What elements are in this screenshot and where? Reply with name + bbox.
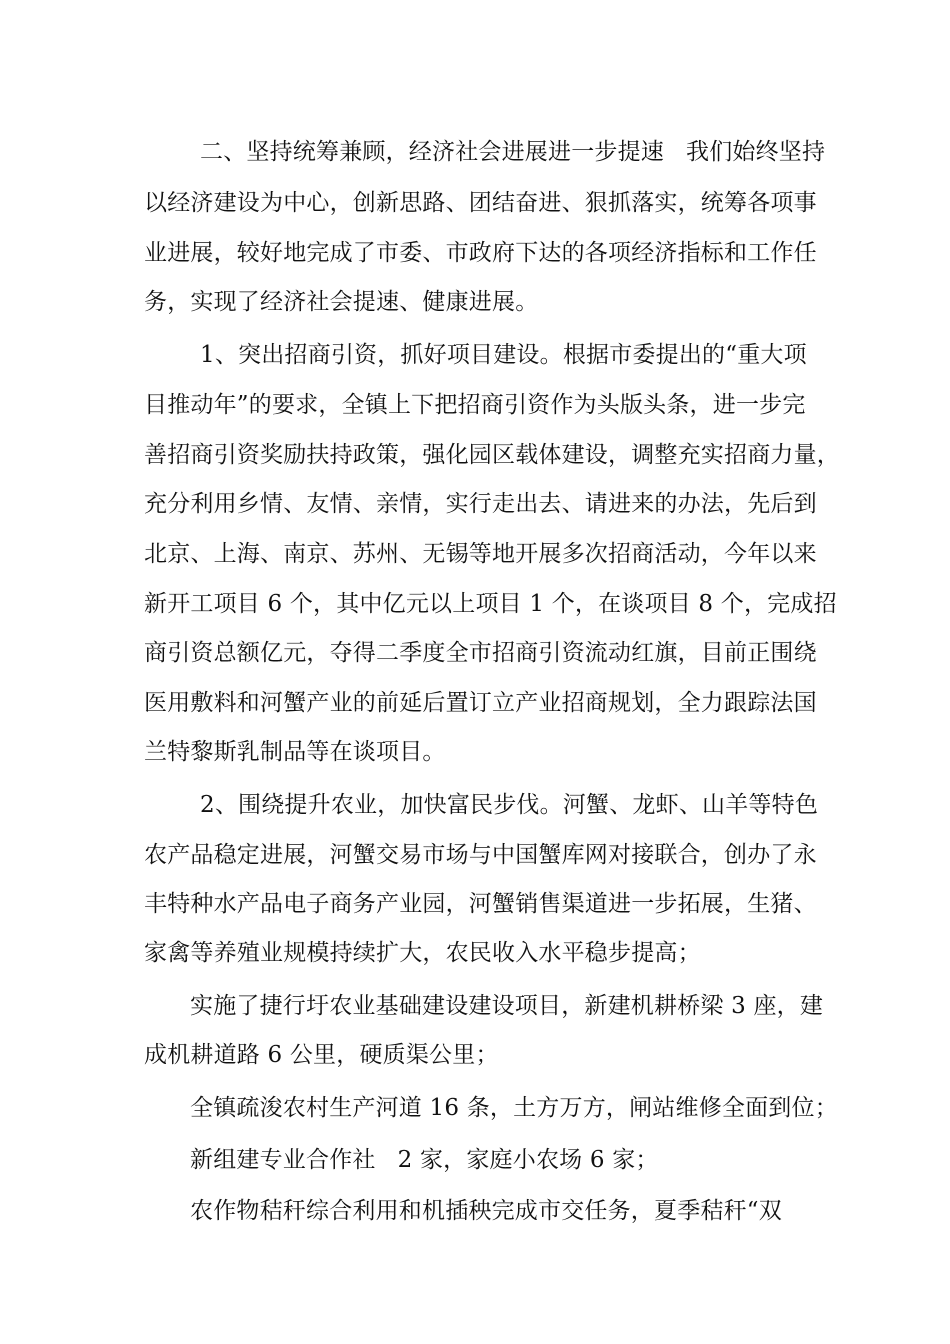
paragraph-line: 善招商引资奖励扶持政策，强化园区载体建设，调整充实招商力量， — [144, 442, 840, 468]
paragraph-line: 农产品稳定进展，河蟹交易市场与中国蟹库网对接联合，创办了永 — [144, 842, 817, 868]
paragraph-line: 目推动年”的要求，全镇上下把招商引资作为头版头条，进一步完 — [144, 392, 806, 418]
paragraph-line — [200, 137, 825, 167]
paragraph-line: 2、围绕提升农业，加快富民步伐。河蟹、龙虾、山羊等特色 — [200, 792, 819, 818]
paragraph-line: 农作物秸秆综合利用和机插秧完成市交任务，夏季秸秆“双 — [190, 1198, 782, 1224]
paragraph-line: 丰特种水产品电子商务产业园，河蟹销售渠道进一步拓展，生猪、 — [144, 891, 817, 917]
paragraph-line: 充分利用乡情、友情、亲情，实行走出去、请进来的办法，先后到 — [144, 491, 817, 517]
paragraph-line: 实施了捷行圩农业基础建设建设项目，新建机耕桥梁 3 座，建 — [190, 993, 824, 1019]
paragraph-line: 家禽等养殖业规模持续扩大，农民收入水平稳步提高； — [144, 940, 701, 966]
paragraph-line: 成机耕道路 6 公里，硬质渠公里； — [144, 1042, 499, 1068]
line-text: 2 家，家庭小农场 6 家； — [397, 1147, 659, 1173]
paragraph-line — [190, 1145, 659, 1175]
paragraph-line: 业进展，较好地完成了市委、市政府下达的各项经济指标和工作任 — [144, 240, 817, 266]
paragraph-line: 1、突出招商引资，抓好项目建设。根据市委提出的“重大项 — [200, 342, 807, 368]
line-text: 我们始终坚持 — [686, 139, 826, 165]
section-heading: 二、坚持统筹兼顾，经济社会进展进一步提速 — [200, 139, 664, 165]
paragraph-line: 全镇疏浚农村生产河道 16 条，土方万方，闸站维修全面到位； — [190, 1095, 838, 1121]
paragraph-line: 商引资总额亿元，夺得二季度全市招商引资流动红旗，目前正围绕 — [144, 640, 817, 666]
paragraph-line: 新开工项目 6 个，其中亿元以上项目 1 个，在谈项目 8 个，完成招 — [144, 591, 837, 617]
line-text: 新组建专业合作社 — [190, 1147, 376, 1173]
paragraph-line: 医用敷料和河蟹产业的前延后置订立产业招商规划，全力跟踪法国 — [144, 690, 817, 716]
paragraph-line: 兰特黎斯乳制品等在谈项目。 — [144, 739, 446, 765]
paragraph-line: 务，实现了经济社会提速、健康进展。 — [144, 289, 539, 315]
paragraph-line: 以经济建设为中心，创新思路、团结奋进、狠抓落实，统筹各项事 — [144, 190, 817, 216]
paragraph-line: 北京、上海、南京、苏州、无锡等地开展多次招商活动，今年以来 — [144, 541, 817, 567]
